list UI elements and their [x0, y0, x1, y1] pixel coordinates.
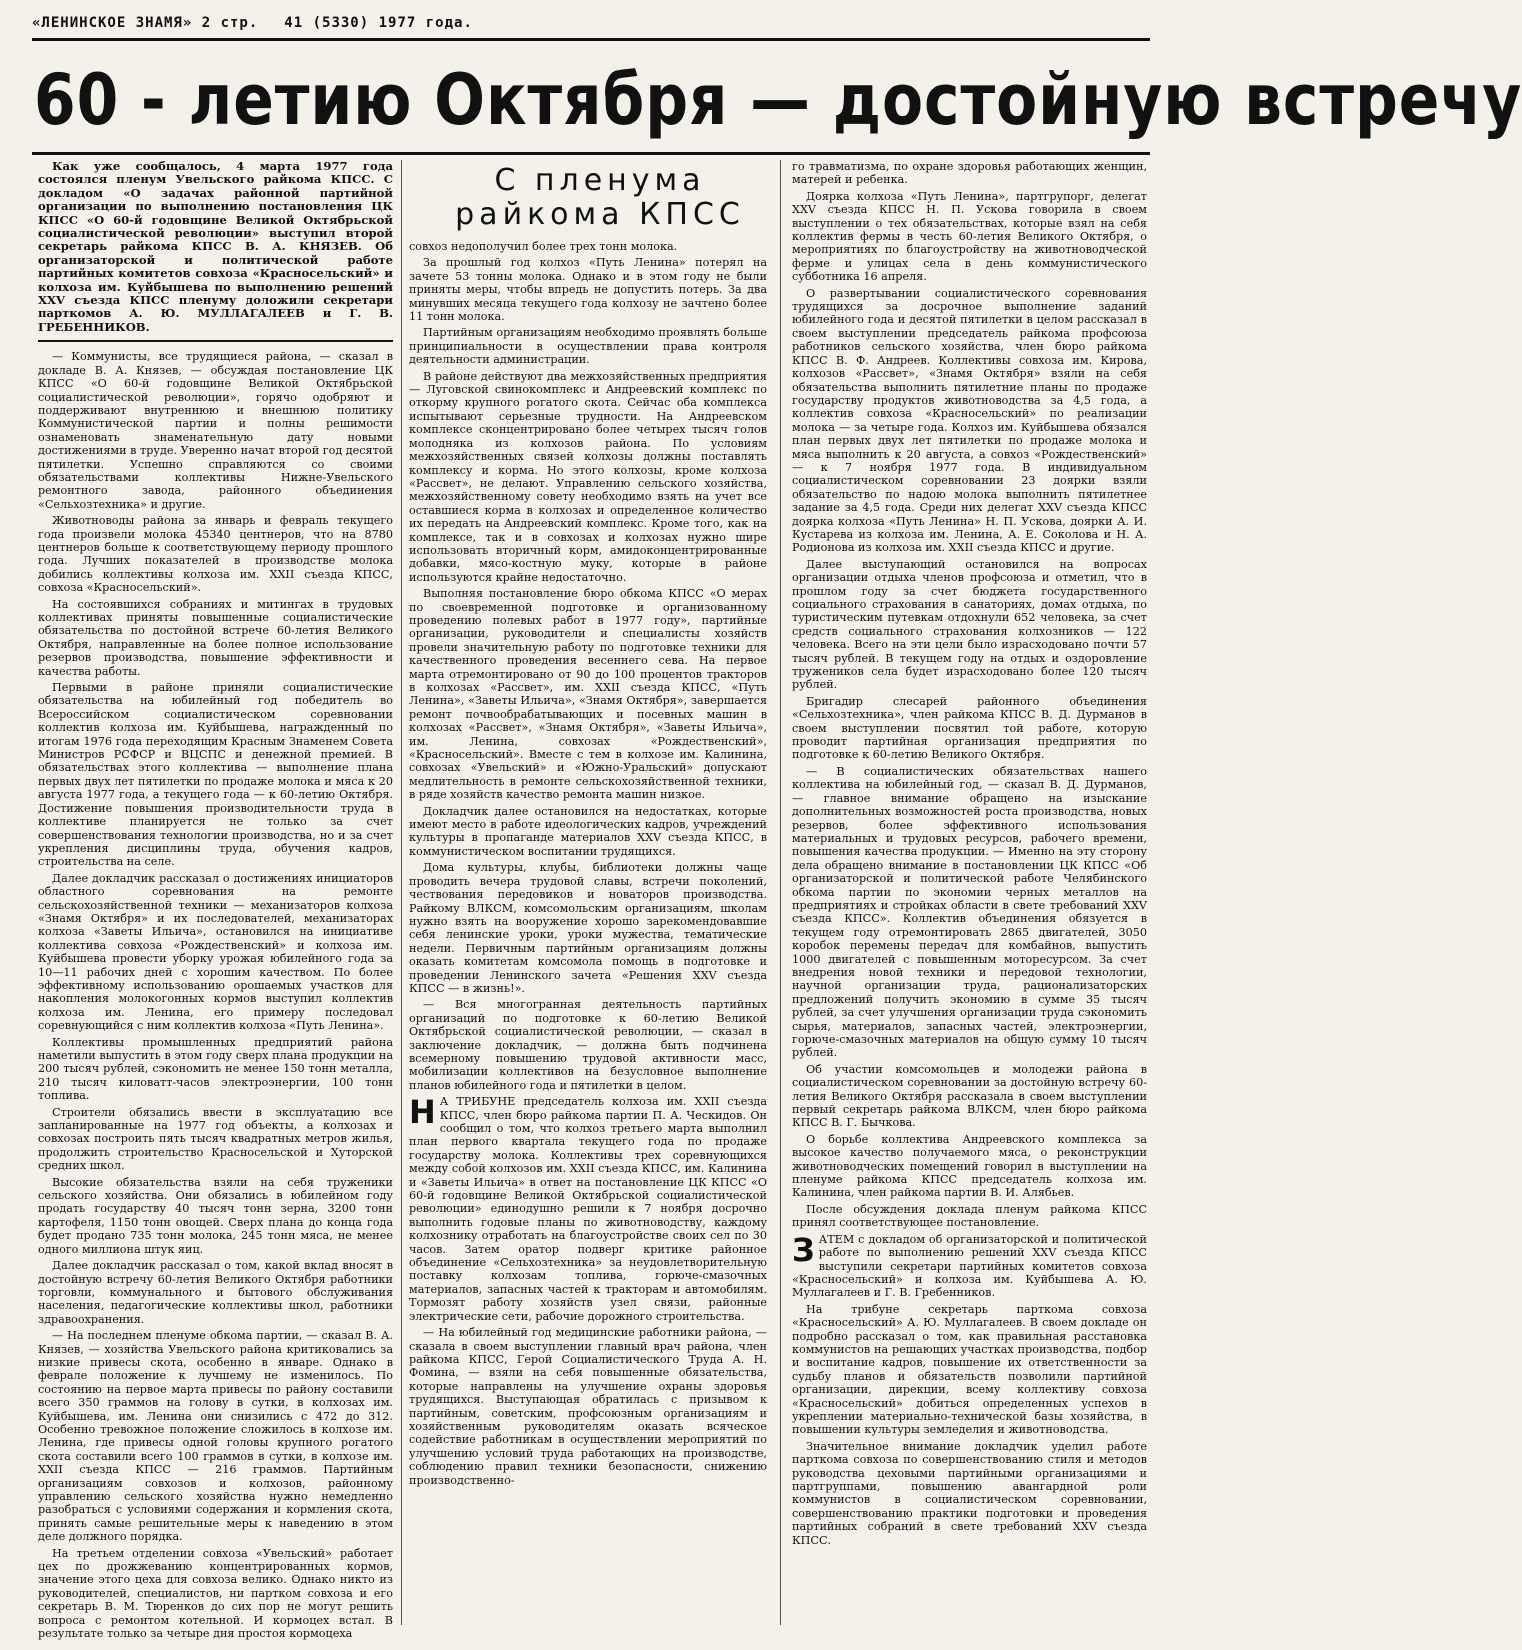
column-1 [38, 159, 393, 1641]
paragraph: го травматизма, по охране здоровья работающих женщин, матерей и ребенка. [792, 160, 1147, 187]
paragraph-text: АТЕМ с докладом об организаторской и политической работе по выполнению решений XXV съезда КПСС выступили секретари партийных комитетов совхоза «Красносельский» и колхоза им. Куйбышева А. Ю. Муллагалеев и Г. В. Гребенников. [792, 1232, 1147, 1300]
column-divider [780, 160, 781, 1625]
column-divider [401, 160, 402, 1625]
paper-name: «ЛЕНИНСКОЕ ЗНАМЯ» 2 стр. [32, 15, 259, 31]
headline-rule [32, 152, 1150, 155]
paragraph: Далее выступающий остановился на вопросах организации отдыха членов профсоюза и отметил, что в прошлом году за счет бюджета государственного социального страхования в санаториях, домах отдыха, по туристическим путевкам отдохнули 652 человека, за счет средств социального страхования колхозников — 122 человека. Всего на эти цели было израсходовано почти 57 тысяч рублей. В текущем году на отдых и оздоровление тружеников села будет израсходовано более 120 тысяч рублей. [792, 557, 1147, 692]
paragraph: Далее докладчик рассказал о том, какой вклад вносят в достойную встречу 60-летия Великого Октября работники торговли, коммунального и бытового обслуживания населения, педагогические коллективы школ, работники здравоохранения. [38, 1259, 393, 1326]
paragraph: Дома культуры, клубы, библиотеки должны чаще проводить вечера трудовой славы, встречи поколений, чествования передовиков и новаторов производства. Райкому ВЛКСМ, комсомольским организациям, школам нужно взять на вооружение хорошо зарекомендовавшие себя ленинские уроки, уроки мужества, тематические недели. Первичным партийным организациям должны оказать комитетам комсомола помощь в подготовке и проведении Ленинского зачета «Решения XXV съезда КПСС — в жизнь!». [409, 861, 767, 995]
top-rule [32, 38, 1150, 41]
column-2-body [409, 240, 767, 1487]
paragraph: совхоз недополучил более трех тонн молока. [409, 240, 678, 253]
column-1-body [38, 350, 393, 1640]
paragraph: Бригадир слесарей районного объединения «Сельхозтехника», член райкома КПСС В. Д. Дурманов в своем выступлении посвятил той работе, которую проводит партийная организация предприятия по подготовке к 60-летию Великого Октября. [792, 694, 1147, 762]
paragraph: Коллективы промышленных предприятий района наметили выпустить в этом году сверх плана продукции на 200 тысяч рублей, сэкономить не менее 150 тонн металла, 210 тысяч киловатт-часов электроэнергии, 100 тонн топлива. [38, 1035, 393, 1103]
paragraph: — В социалистических обязательствах нашего коллектива на юбилейный год, — сказал В. Д. Дурманов, — главное внимание обращено на изыскание дополнительных возможностей роста производства, новых резервов, более эффективного использования материальных и трудовых ресурсов, рабочего времени, повышения качества продукции. — Именно на эту сторону дела обращено внимание в постановлении ЦК КПСС «Об организаторской и политической работе Челябинского обкома партии по экономии черных металлов на предприятиях и стройках области в свете требований XXV съезда КПСС». Коллектив объединения обязуется в текущем году отремонтировать 2865 двигателей, 3050 коробок перемены передач для комбайнов, выпустить 1000 двигателей с повышенным моторесурсом. За счет внедрения новой техники и передовой технологии, научной организации труда, рационализаторских предложений получить экономию в сумме 35 тысяч рублей, за счет улучшения организации труда сэкономить сырья, материалов, запасных частей, электроэнергии, горюче-смазочных материалов на общую сумму 10 тысяч рублей. [792, 764, 1147, 1060]
masthead [32, 12, 1152, 34]
paragraph: О борьбе коллектива Андреевского комплекса за высокое качество получаемого мяса, о реконструкции животноводческих помещений говорил в выступлении на пленуме райкома КПСС председатель колхоза им. Калинина, член райкома партии В. И. Алябьев. [792, 1132, 1147, 1200]
lead-paragraph: Как уже сообщалось, 4 марта 1977 года состоялся пленум Увельского райкома КПСС. С докладом «О задачах районной партийной организации по выполнению постановления ЦК КПСС «О 60-й годовщине Великой Октябрьской социалистической революции» выступил второй секретарь райкома КПСС В. А. КНЯЗЕВ. Об организаторской и политической работе партийных комитетов совхоза «Красносельский» и колхоза им. Куйбышева по выполнению решений XXV съезда КПСС пленуму доложили секретари парткомов А. Ю. МУЛЛАГАЛЕЕВ и Г. В. ГРЕБЕННИКОВ. [38, 159, 393, 334]
paragraph: Об участии комсомольцев и молодежи района в социалистическом соревновании за достойную встречу 60-летия Великого Октября рассказала в своем выступлении первый секретарь райкома ВЛКСМ, член бюро райкома КПСС В. Г. Бычкова. [792, 1062, 1147, 1130]
subhead-line-2: райкома КПСС [455, 197, 745, 232]
paragraph: На трибуне секретарь парткома совхоза «Красносельский» А. Ю. Муллагалеев. В своем докладе он подробно рассказал о том, как правильная расстановка коммунистов на решающих участках производства, подбор и воспитание кадров, повышение их ответственности за судьбу планов и обязательств позволили партийной организации, дирекции, всему коллективу совхоза «Красносельский» добиться определенных успехов в укреплении материально-технической базы хозяйства, в повышении культуры земледелия и животноводства. [792, 1302, 1147, 1437]
column-3 [792, 160, 1147, 1625]
paragraph: — На последнем пленуме обкома партии, — сказал В. А. Князев, — хозяйства Увельского района критиковались за низкие привесы скота, особенно в январе. Однако в феврале положение к лучшему не изменилось. По состоянию на первое марта привесы по району составили всего 350 граммов на голову в сутки, в колхозах им. Куйбышева, им. Ленина они снизились с 472 до 312. Особенно тревожное положение сложилось в колхозе им. Ленина, где привесы одной головы крупного рогатого скота составили всего 100 граммов в сутки, в колхозе им. XXII съезда КПСС — 216 граммов. Партийным организациям совхозов и колхозов, районному управлению сельского хозяйства нужно немедленно разобраться с условиями содержания и кормления скота, принять самые решительные меры к наведению в этом деле должного порядка. [38, 1329, 393, 1544]
paragraph: Значительное внимание докладчик уделил работе парткома совхоза по совершенствованию стиля и методов руководства цеховыми партийными организациями и партгруппами, повышению авангардной роли коммунистов в социалистическом соревновании, совершенствованию практики подготовки и проведения партийных собраний в свете требований XXV съезда КПСС. [792, 1439, 1147, 1547]
drop-cap: З [792, 1230, 815, 1269]
paragraph: Строители обязались ввести в эксплуатацию все запланированные на 1977 год объекты, а колхозах и совхозах построить пять тысяч квадратных метров жилья, продолжить строительство Красносельской и Хуторской средних школ. [38, 1105, 393, 1173]
paragraph: Высокие обязательства взяли на себя труженики сельского хозяйства. Они обязались в юбилейном году продать государству 40 тысяч тонн зерна, 3200 тонн картофеля, 1150 тонн овощей. Сверх плана до конца года будет продано 735 тонн молока, 245 тонн мяса, не менее одного миллиона штук яиц. [38, 1175, 393, 1256]
paragraph: Выполняя постановление бюро обкома КПСС «О мерах по своевременной подготовке и организованному проведению полевых работ в 1977 году», партийные организации, руководители и специалисты хозяйств провели значительную работу по подготовке техники для качественного проведения весеннего сева. На первое марта отремонтировано от 90 до 100 процентов тракторов в колхозах «Рассвет», им. XXII съезда КПСС, «Путь Ленина», «Заветы Ильича», «Знамя Октября», завершается ремонт почвообрабатывающих и посевных машин в колхозах «Рассвет», «Знамя Октября», «Заветы Ильича», им. Ленина, совхозах «Рождественский», «Красносельский». Вместе с тем в колхозе им. Калинина, совхозах «Увельский» и «Южно-Уральский» допускают медлительность в ремонте сельскохозяйственной техники, в ряде хозяйств качество ремонта машин низкое. [409, 587, 767, 802]
column-2 [409, 160, 767, 1625]
drop-cap: Н [409, 1093, 436, 1132]
paragraph: — Коммунисты, все трудящиеся района, — сказал в докладе В. А. Князев, — обсуждая постановление ЦК КПСС «О 60-й годовщине Великой Октябрьской социалистической революции», горячо одобряют и поддерживают внутреннюю и внешнюю политику Коммунистической партии и полны решимости ознаменовать знаменательную дату новыми достижениями в труде. Уверенно начат второй год десятой пятилетки. Успешно справляются со своими обязательствами коллективы Нижне-Увельского ремонтного завода, районного объединения «Сельхозтехника» и другие. [38, 350, 393, 511]
paragraph: В районе действуют два межхозяйственных предприятия — Луговской свинокомплекс и Андреевский комплекс по откорму крупного рогатого скота. Сейчас оба комплекса испытывают серьезные трудности. На Андреевском комплексе сконцентрировано более четырех тысяч голов молодняка из колхозов района. По условиям межхозяйственных связей колхозы должны поставлять комплексу и корма. Но этого колхозы, кроме колхоза «Рассвет», не делают. Управлению сельского хозяйства, межхозяйственному совету необходимо взять на учет все оставшиеся корма в колхозах и определенное количество их передать на Андреевский комплекс. Кроме того, как на комплексе, так и в совхозах и колхозах нужно шире использовать вторичный корм, амидоконцентрированные добавки, мясо-костную муку, которые в районе используются крайне недостаточно. [409, 369, 767, 584]
subhead-line-1: С пленума [494, 163, 706, 198]
lead-divider [38, 340, 393, 342]
paragraph [409, 1095, 767, 1323]
issue-info: 41 (5330) 1977 года. [284, 15, 473, 31]
paragraph: Далее докладчик рассказал о достижениях инициаторов областного соревнования на ремонте сельскохозяйственной техники — механизаторов колхоза «Знамя Октября» и их последователей, механизаторах колхоза «Заветы Ильича», остановился на инициативе коллектива совхоза «Рождественский» и колхоза им. Куйбышева провести уборку урожая юбилейного года за 10—11 рабочих дней с хорошим качеством. По более эффективному использованию орошаемых участков для накопления молокогонных кормов выступил коллектив колхоза им. Ленина, его примеру последовал соревнующийся с ним коллектив колхоза «Путь Ленина». [38, 871, 393, 1033]
paragraph: На состоявшихся собраниях и митингах в трудовых коллективах приняты повышенные социалистические обязательства по достойной встрече 60-летия Великого Октября, направленные на более полное использование резервов производства, повышение эффективности и качества работы. [38, 597, 393, 678]
paragraph: Животноводы района за январь и февраль текущего года произвели молока 45340 центнеров, что на 8780 центнеров больше к соответствующему периоду прошлого года. Лучших показателей в производстве молока добились коллективы колхоза им. XXII съезда КПСС, совхоза «Красносельский». [38, 514, 393, 595]
paragraph: Докладчик далее остановился на недостатках, которые имеют место в работе идеологических кадров, учреждений культуры в пропаганде материалов XXV съезда КПСС, в коммунистическом воспитании трудящихся. [409, 804, 767, 858]
paragraph: На третьем отделении совхоза «Увельский» работает цех по дрожжеванию концентрированных кормов, значение этого цеха для совхоза велико. Однако никто из руководителей, специалистов, ни партком совхоза и его секретарь В. М. Тюренков до сих пор не могут решить вопроса с ремонтом котельной. И кормоцех встал. В результате только за четыре дня простоя кормоцеха [38, 1546, 393, 1641]
paragraph: — Вся многогранная деятельность партийных организаций по подготовке к 60-летию Великой Октябрьской социалистической революции, — сказал в заключение докладчик, — должна быть подчинена всемерному повышению трудовой активности масс, мобилизации коллективов на безусловное выполнение планов юбилейного года и пятилетки в целом. [409, 998, 767, 1092]
paragraph: — На юбилейный год медицинские работники района, — сказала в своем выступлении главный врач района, член райкома КПСС, Герой Социалистического Труда А. Н. Фомина, — взяли на себя повышенные обязательства, которые направлены на улучшение охраны здоровья трудящихся. Выступающая обратилась с призывом к партийным, советским, профсоюзным организациям и хозяйственным руководителям оказать всяческое содействие работникам в осуществлении мероприятий по улучшению условий труда работающих на производстве, соблюдению правил техники безопасности, снижению производственно- [409, 1326, 767, 1487]
paragraph: Доярка колхоза «Путь Ленина», партгрупорг, делегат XXV съезда КПСС Н. П. Ускова говорила в своем выступлении о тех обязательствах, которые взял на себя коллектив фермы в честь 60-летия Великого Октября, о мероприятиях по благоустройству на животноводческой ферме и улицах села в день коммунистического субботника 16 апреля. [792, 189, 1147, 284]
headline: 60 - летию Октября — достойную встречу [34, 59, 1522, 141]
paragraph: После обсуждения доклада пленум райкома КПСС принял соответствующее постановление. [792, 1202, 1147, 1230]
paragraph: Партийным организациям необходимо проявлять больше принципиальности в осуществлении права контроля деятельности администрации. [409, 326, 767, 367]
subhead [440, 164, 760, 232]
paragraph: За прошлый год колхоз «Путь Ленина» потерял на зачете 53 тонны молока. Однако и в этом году не были приняты меры, чтобы впредь не допустить потерь. За два минувших месяца текущего года колхозу не зачтено более 11 тонн молока. [409, 256, 767, 324]
paragraph: Первыми в районе приняли социалистические обязательства на юбилейный год победитель во Всероссийском социалистическом соревновании коллектив колхоза им. Куйбышева, награжденный по итогам 1976 года переходящим Красным Знаменем Совета Министров РСФСР и ВЦСПС и денежной премией. В обязательствах этого коллектива — выполнение плана первых двух лет пятилетки по продаже молока и мяса к 20 августа 1977 года, а текущего года — к 60-летию Октября. Достижение повышения производительности труда в коллективе планируется не только за счет совершенствования технологии производства, но и за счет укрепления дисциплины труда, обучения кадров, строительства на селе. [38, 681, 393, 869]
paragraph [792, 1230, 1147, 1300]
column-3-body [792, 160, 1147, 1547]
paragraph: О развертывании социалистического соревнования трудящихся за досрочное выполнение заданий юбилейного года и десятой пятилетки в целом рассказал в своем выступлении председатель райкома профсоюза работников сельского хозяйства, член бюро райкома КПСС В. Ф. Андреев. Коллективы совхоза им. Кирова, колхозов «Рассвет», «Знамя Октября» взяли на себя обязательства выполнить пятилетние планы по продаже государству продуктов животноводства за 4,5 года, а коллектив совхоза «Красносельский» по реализации молока — за четыре года. Колхоз им. Куйбышева обязался план первых двух лет пятилетки по продаже молока и мяса выполнить к 20 августа, а совхоз «Рождественский» — к 7 ноября 1977 года. В индивидуальном социалистическом соревновании 23 доярки взяли обязательство по надою молока выполнить пятилетнее задание за 4,5 года. Среди них делегат XXV съезда КПСС доярка колхоза «Путь Ленина» Н. П. Ускова, доярки А. И. Кустарева из колхоза им. Ленина, А. Е. Соколова и Н. А. Родионова из колхоза им. XXII съезда КПСС и другие. [792, 286, 1147, 555]
paragraph-text: А ТРИБУНЕ председатель колхоза им. XXII съезда КПСС, член бюро райкома партии П. А. Ческидов. Он сообщил о том, что колхоз третьего марта выполнил план первого квартала текущего года по продаже государству молока. Коллективы трех соревнующихся между собой колхозов им. XXII съезда КПСС, им. Калинина и «Заветы Ильича» в ответ на постановление ЦК КПСС «О 60-й годовщине Великой Октябрьской социалистической революции» единодушно решили к 7 ноября досрочно выполнить годовые планы по животноводству, каждому колхознику отработать на благоустройстве своих сел по 30 часов. Затем оратор подверг критике районное объединение «Сельхозтехника» за неудовлетворительную поставку колхозам топлива, горюче-смазочных материалов, запасных частей к тракторам и автомобилям. Тормозят работу хозяйств узел связи, районные электрические сети, рабочие дорожного строительства. [409, 1095, 767, 1323]
